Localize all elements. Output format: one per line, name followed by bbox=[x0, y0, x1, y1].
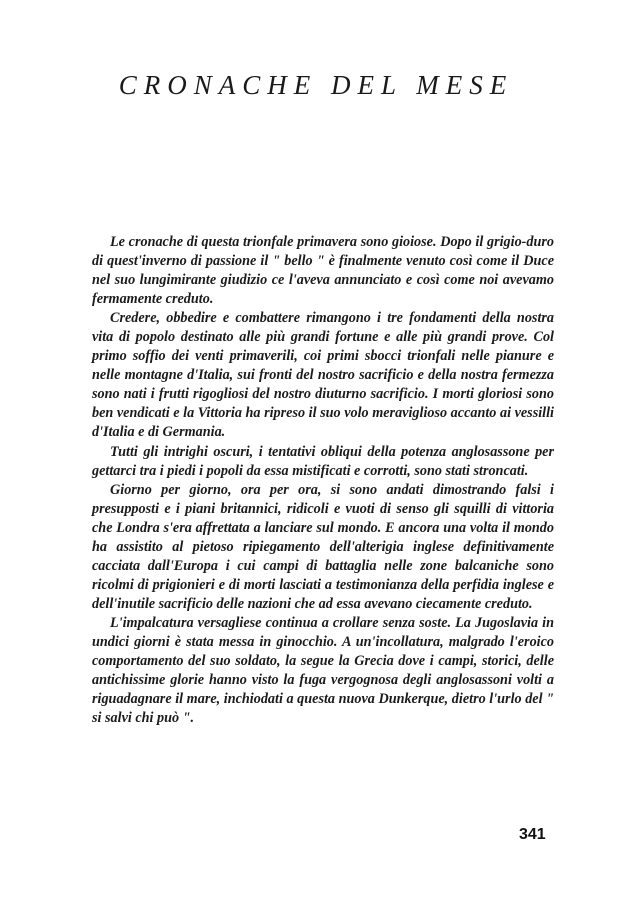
article-body bbox=[92, 233, 554, 728]
page-title: CRONACHE DEL MESE bbox=[118, 70, 514, 100]
paragraph: Le cronache di questa trionfale primavera sono gioiose. Dopo il grigio-duro di quest'inverno di passione il " bello " è finalmente venuto così come il Duce nel suo lungimirante giudizio ce l'aveva annunciato e così come noi avevamo fermamente creduto. bbox=[92, 234, 554, 308]
paragraph: Tutti gli intrighi oscuri, i tentativi obliqui della potenza anglosassone per gettarci tra i piedi i popoli da essa mistificati e corrotti, sono stati stroncati. bbox=[92, 443, 554, 479]
paragraph: Giorno per giorno, ora per ora, si sono andati dimostrando falsi i presupposti e i piani britannici, ridicoli e vuoti di senso gli squilli di vittoria che Londra s'era affrettata a lanciare sul mondo. E ancora una volta il mondo ha assistito al pietoso ripiegamento dell'alterigia inglese definitivamente cacciata dall'Europa i cui campi di battaglia nelle zone balcaniche sono ricolmi di prigionieri e di morti lasciati a testimonianza della perfidia inglese e dell'inutile sacrificio delle nazioni che ad essa avevano ciecamente creduto. bbox=[92, 481, 554, 612]
page-number: 341 bbox=[519, 826, 546, 843]
paragraph: Credere, obbedire e combattere rimangono i tre fondamenti della nostra vita di popolo destinato alle più grandi fortune e alle più grandi prove. Col primo soffio dei venti primaverili, coi primi sbocci trionfali nelle pianure e nelle montagne d'Italia, sui fronti del nostro sacrificio e della nostra fermezza sono nati i frutti rigogliosi del nostro diuturno sacrificio. I morti gloriosi sono ben vendicati e la Vittoria ha ripreso il suo volo meraviglioso accanto ai vessilli d'Italia e di Germania. bbox=[92, 310, 554, 441]
paragraph: L'impalcatura versagliese continua a crollare senza soste. La Jugoslavia in undici giorni è stata messa in ginocchio. A un'incollatura, malgrado l'eroico comportamento del suo soldato, la segue la Grecia dove i campi, storici, delle antichissime glorie hanno visto la fuga vergognosa degli anglosassoni volti a riguadagnare il mare, inchiodati a questa nuova Dunkerque, dietro l'urlo del " si salvi chi può ". bbox=[92, 614, 554, 727]
